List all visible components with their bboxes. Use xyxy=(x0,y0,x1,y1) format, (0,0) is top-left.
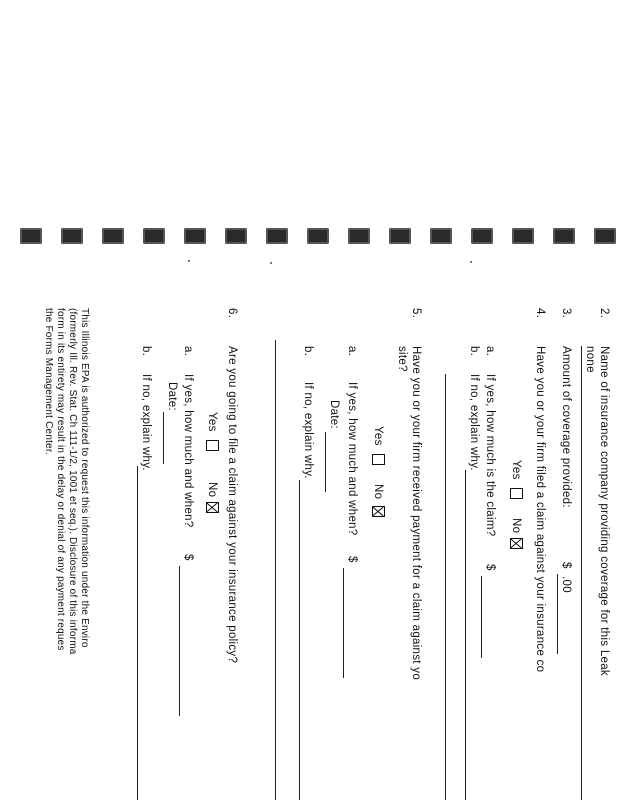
q4b-letter: b. xyxy=(468,346,480,357)
q5a-letter: a. xyxy=(346,346,358,357)
q5b-explain-rule xyxy=(299,480,300,800)
binding-hole xyxy=(143,228,165,244)
q6b-explain-rule xyxy=(137,466,138,800)
binding-hole xyxy=(553,228,575,244)
q6a-date-rule xyxy=(163,412,164,464)
scan-speck xyxy=(470,261,472,263)
q2-number: 2. xyxy=(598,308,610,319)
q4-question: Have you or your firm filed a claim against your insurance co xyxy=(534,346,546,673)
q3-amount-rule xyxy=(557,574,558,654)
footer-line-4: the Forms Management Center. xyxy=(43,308,54,455)
q5a-currency: $ xyxy=(346,556,358,563)
q5b-explain-rule-2 xyxy=(275,340,276,800)
q4-yes-label: Yes xyxy=(510,460,522,480)
q4a-letter: a. xyxy=(484,346,496,357)
q6-yes-label: Yes xyxy=(206,412,218,432)
q3-question: Amount of coverage provided: xyxy=(560,346,572,508)
q3-currency: $ xyxy=(560,562,572,569)
binding-hole xyxy=(389,228,411,244)
q4a-amount-rule xyxy=(481,576,482,658)
scan-specks xyxy=(0,258,618,268)
q4-no-checkbox[interactable] xyxy=(510,538,523,549)
q5-no-label: No xyxy=(372,484,384,500)
q3-amount: .00 xyxy=(560,576,572,593)
q2-answer-rule xyxy=(581,346,582,800)
q6-question: Are you going to file a claim against your insurance policy? xyxy=(226,346,238,664)
q5a-question: If yes, how much and when? xyxy=(346,382,358,536)
q6-no-checkbox[interactable] xyxy=(206,502,219,513)
scan-speck xyxy=(188,260,190,262)
q5a-date-rule xyxy=(325,432,326,492)
q5a-amount-rule xyxy=(343,568,344,678)
q4-no-label: No xyxy=(510,518,522,534)
q5-question-line2: site? xyxy=(396,346,408,372)
binding-hole xyxy=(594,228,616,244)
binding-hole xyxy=(348,228,370,244)
scan-speck xyxy=(270,262,272,264)
binding-hole xyxy=(512,228,534,244)
q6-yes-checkbox[interactable] xyxy=(206,440,219,451)
q5a-date-label: Date: xyxy=(328,400,340,429)
q6a-date-label: Date: xyxy=(166,382,178,411)
q6a-question: If yes, how much and when? xyxy=(182,374,194,528)
q4b-explain-rule xyxy=(465,470,466,800)
binding-hole xyxy=(266,228,288,244)
q4-number: 4. xyxy=(534,308,546,319)
q5-number: 5. xyxy=(410,308,422,319)
q4b-explain-rule-2 xyxy=(445,374,446,800)
binding-hole xyxy=(307,228,329,244)
q6b-question: If no, explain why. xyxy=(140,374,152,471)
binding-hole xyxy=(184,228,206,244)
q2-answer: none xyxy=(584,346,596,373)
binding-hole xyxy=(225,228,247,244)
binding-hole xyxy=(471,228,493,244)
q5b-letter: b. xyxy=(302,346,314,357)
binding-hole xyxy=(61,228,83,244)
footer-line-2: (formerly Ill. Rev. Stat. Ch 111-1/2, 1001 et seq.). Disclosure of this informa xyxy=(67,308,78,655)
footer-line-3: form in its entirety may result in the delay or denial of any payment reques xyxy=(55,308,66,651)
q6-no-label: No xyxy=(206,482,218,498)
q5-yes-checkbox[interactable] xyxy=(372,454,385,465)
q2-question: Name of insurance company providing coverage for this Leak xyxy=(598,346,610,676)
q5-yes-label: Yes xyxy=(372,426,384,446)
q6a-letter: a. xyxy=(182,346,194,357)
q4b-question: If no, explain why. xyxy=(468,374,480,471)
q5-no-checkbox[interactable] xyxy=(372,506,385,517)
q4a-question: If yes, how much is the claim? xyxy=(484,374,496,537)
binding-hole xyxy=(430,228,452,244)
form-page xyxy=(6,300,618,800)
q6-number: 6. xyxy=(226,308,238,319)
q4-yes-checkbox[interactable] xyxy=(510,488,523,499)
binding-hole xyxy=(102,228,124,244)
q6b-letter: b. xyxy=(140,346,152,357)
q6a-currency: $ xyxy=(182,554,194,561)
binding-holes xyxy=(0,228,618,258)
footer-line-1: This Illinois EPA is authorized to request this information under the Enviro xyxy=(79,308,90,648)
q6a-amount-rule xyxy=(179,566,180,716)
binding-hole xyxy=(20,228,42,244)
q5b-question: If no, explain why. xyxy=(302,382,314,479)
q4a-currency: $ xyxy=(484,564,496,571)
q5-question-line1: Have you or your firm received payment for a claim against yo xyxy=(410,346,422,681)
q3-number: 3. xyxy=(560,308,572,319)
